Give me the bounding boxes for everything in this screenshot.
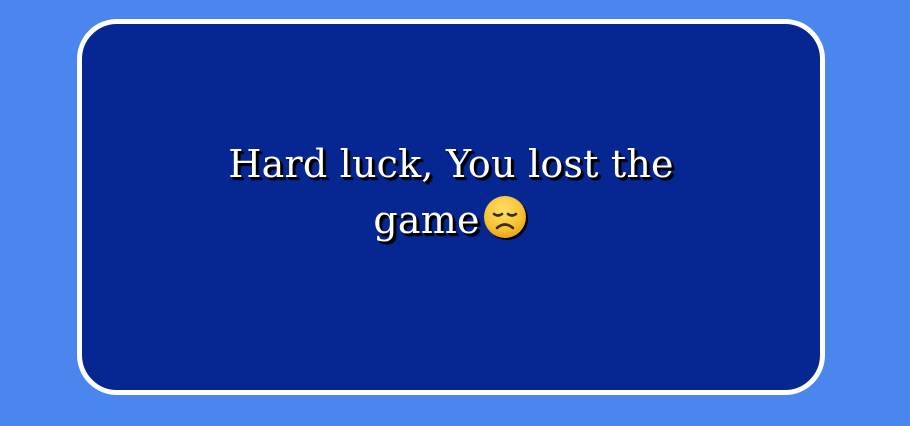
- disappointed-face-icon: [481, 193, 529, 241]
- result-message-text: Hard luck, You lost the game: [228, 142, 674, 242]
- game-result-card: [77, 19, 825, 395]
- result-message: [191, 136, 711, 248]
